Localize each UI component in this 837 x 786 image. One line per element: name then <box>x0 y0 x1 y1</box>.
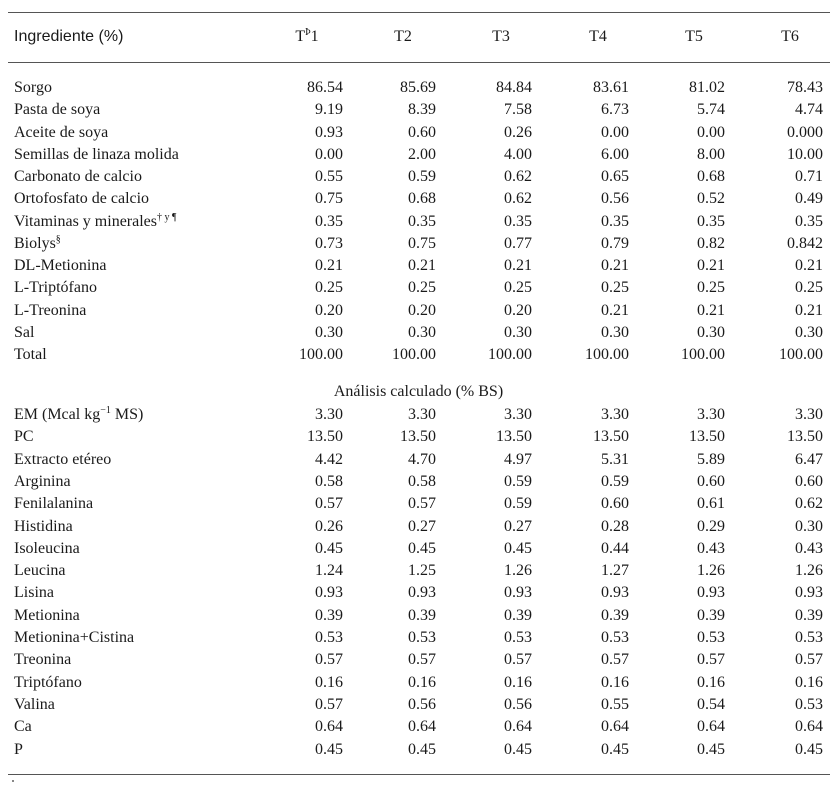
table-cell: 9.19 <box>315 101 343 119</box>
row-label <box>14 144 179 166</box>
table-cell: 4.97 <box>504 450 532 468</box>
table-cell: 0.30 <box>315 323 343 341</box>
table-cell: 0.57 <box>408 651 436 669</box>
table-cell: 0.25 <box>408 279 436 297</box>
row-label <box>14 449 111 471</box>
row-label-text: Arginina <box>14 472 71 490</box>
table-cell: 0.59 <box>408 168 436 185</box>
row-label-suffix: MS) <box>110 406 144 423</box>
table-cell: 0.93 <box>315 123 343 141</box>
table-cell: 0.57 <box>408 495 436 513</box>
table-row <box>0 300 837 322</box>
row-label <box>14 404 143 426</box>
table-cell: 0.20 <box>408 301 436 319</box>
table-row <box>0 255 837 277</box>
row-label-text: Sal <box>14 323 35 341</box>
table-cell: 4.42 <box>315 450 343 468</box>
treatment-label: T2 <box>394 28 412 45</box>
table-cell: 0.30 <box>795 517 823 535</box>
row-label <box>14 649 71 671</box>
row-label-text: Total <box>14 346 47 363</box>
row-label-text: Aceite de soya <box>14 123 109 141</box>
table-cell: 0.27 <box>408 517 436 535</box>
row-label <box>14 672 82 694</box>
table-cell: 0.20 <box>315 301 343 319</box>
table-cell: 0.39 <box>408 606 436 624</box>
table-cell: 0.53 <box>697 629 725 646</box>
table-cell: 0.61 <box>697 495 725 513</box>
row-label-text: Ortofosfato de calcio <box>14 190 150 208</box>
table-cell: 0.93 <box>504 584 532 602</box>
table-cell: 0.25 <box>795 279 823 297</box>
row-label-text: Metionina <box>14 606 80 624</box>
table-cell: 0.21 <box>601 257 629 274</box>
table-cell: 3.30 <box>795 406 823 423</box>
table-cell: 0.39 <box>315 606 343 624</box>
table-cell: 0.21 <box>504 257 532 274</box>
row-label-text: Sorgo <box>14 79 52 96</box>
table-cell: 0.59 <box>504 495 532 513</box>
table-cell: 1.26 <box>697 562 725 580</box>
table-cell: 0.57 <box>795 651 823 669</box>
table-cell: 0.000 <box>787 123 823 141</box>
table-row <box>0 77 837 99</box>
table-cell: 0.54 <box>697 695 725 713</box>
table-cell: 5.89 <box>697 450 725 468</box>
table-cell: 4.74 <box>795 101 823 119</box>
table-row <box>0 516 837 538</box>
table-cell: 0.53 <box>795 695 823 713</box>
table-cell: 86.54 <box>307 79 343 96</box>
row-label-text: Treonina <box>14 651 72 669</box>
table-cell: 78.43 <box>787 79 823 96</box>
row-label-text: Histidina <box>14 517 73 535</box>
treatment-label: T5 <box>685 28 703 45</box>
table-cell: 0.57 <box>504 651 532 669</box>
row-label <box>14 516 73 538</box>
column-header-ingredient: Ingrediente (%) <box>14 28 124 45</box>
table-cell: 0.39 <box>601 606 629 624</box>
table-cell: 13.50 <box>593 428 629 446</box>
table-cell: 0.59 <box>504 472 532 490</box>
row-label-text: L-Triptófano <box>14 279 97 297</box>
table-cell: 100.00 <box>488 346 532 363</box>
table-cell: 0.39 <box>795 606 823 624</box>
table-cell: 0.59 <box>601 472 629 490</box>
table-cell: 0.93 <box>315 584 343 602</box>
table-cell: 0.29 <box>697 517 725 535</box>
table-cell: 0.16 <box>315 673 343 691</box>
analysis-section-title: Análisis calculado (% BS) <box>333 383 504 400</box>
table-cell: 2.00 <box>408 145 436 163</box>
row-label <box>14 166 142 188</box>
row-label-superscript: −1 <box>100 405 111 416</box>
table-cell: 0.60 <box>408 123 436 141</box>
column-header-treatment <box>760 26 820 48</box>
table-cell: 0.21 <box>601 301 629 319</box>
row-label <box>14 471 71 493</box>
table-cell: 0.62 <box>504 190 532 208</box>
table-cell: 0.45 <box>601 740 629 758</box>
table-cell: 0.45 <box>315 740 343 758</box>
row-label-text: Triptófano <box>14 673 82 691</box>
header-rule <box>8 62 830 63</box>
table-header-row <box>0 26 837 48</box>
table-cell: 0.57 <box>315 495 343 513</box>
table-cell: 0.56 <box>504 695 532 713</box>
table-cell: 0.58 <box>408 472 436 490</box>
table-cell: 100.00 <box>779 346 823 363</box>
table-cell: 83.61 <box>593 79 629 96</box>
column-header-treatment <box>373 26 433 48</box>
row-label <box>14 344 47 366</box>
table-cell: 0.62 <box>795 495 823 513</box>
row-label-text: Isoleucina <box>14 539 80 557</box>
row-label-text: Lisina <box>14 584 54 602</box>
table-cell: 0.35 <box>795 212 823 230</box>
table-cell: 0.93 <box>601 584 629 602</box>
table-cell: 4.00 <box>504 145 532 163</box>
table-cell: 0.44 <box>601 539 629 557</box>
table-cell: 0.56 <box>408 695 436 713</box>
table-cell: 0.57 <box>315 651 343 669</box>
table-cell: 0.35 <box>315 212 343 230</box>
row-label-text: Leucina <box>14 562 66 580</box>
column-header-treatment <box>568 26 628 48</box>
table-row <box>0 322 837 344</box>
table-cell: 0.64 <box>697 718 725 736</box>
row-label-text: Valina <box>14 695 55 713</box>
table-row <box>0 471 837 493</box>
table-cell: 0.57 <box>697 651 725 669</box>
table-cell: 0.16 <box>601 673 629 691</box>
table-row <box>0 538 837 560</box>
treatment-label: T6 <box>781 28 799 45</box>
table-row <box>0 605 837 627</box>
table-cell: 3.30 <box>315 406 343 423</box>
table-cell: 0.35 <box>504 212 532 230</box>
table-bottom-rule <box>8 774 830 775</box>
table-cell: 0.16 <box>408 673 436 691</box>
table-cell: 0.64 <box>504 718 532 736</box>
table-cell: 8.00 <box>697 145 725 163</box>
row-label-text: DL-Metionina <box>14 257 107 274</box>
row-label-superscript: † y ¶ <box>157 211 177 223</box>
table-cell: 0.53 <box>408 629 436 646</box>
table-cell: 0.79 <box>601 234 629 252</box>
table-cell: 0.45 <box>795 740 823 758</box>
table-cell: 0.64 <box>315 718 343 736</box>
footnote-dot <box>12 780 14 782</box>
row-label <box>14 605 80 627</box>
table-cell: 0.62 <box>504 168 532 185</box>
table-row <box>0 627 837 649</box>
table-cell: 13.50 <box>689 428 725 446</box>
table-cell: 3.30 <box>504 406 532 423</box>
table-row <box>0 122 837 144</box>
table-cell: 0.25 <box>601 279 629 297</box>
table-cell: 0.30 <box>601 323 629 341</box>
treatment-label: T <box>295 28 306 45</box>
row-label-text: PC <box>14 428 34 446</box>
table-cell: 3.30 <box>697 406 725 423</box>
table-cell: 0.45 <box>504 539 532 557</box>
row-label <box>14 233 61 255</box>
table-cell: 0.25 <box>315 279 343 297</box>
row-label <box>14 277 97 299</box>
table-cell: 0.68 <box>697 168 725 185</box>
table-cell: 0.30 <box>795 323 823 341</box>
table-cell: 0.57 <box>601 651 629 669</box>
table-cell: 0.45 <box>315 539 343 557</box>
row-label <box>14 493 93 515</box>
table-row <box>0 716 837 738</box>
table-cell: 0.21 <box>408 257 436 274</box>
table-row <box>0 560 837 582</box>
table-cell: 0.75 <box>315 190 343 208</box>
table-cell: 4.70 <box>408 450 436 468</box>
table-cell: 0.25 <box>697 279 725 297</box>
table-cell: 13.50 <box>307 428 343 446</box>
row-label <box>14 739 23 761</box>
table-cell: 0.00 <box>315 145 343 163</box>
table-cell: 1.26 <box>795 562 823 580</box>
column-header-treatment <box>277 26 337 48</box>
table-row <box>0 99 837 121</box>
table-cell: 1.27 <box>601 562 629 580</box>
table-cell: 81.02 <box>689 79 725 96</box>
table-cell: 0.60 <box>795 472 823 490</box>
table-cell: 0.53 <box>315 629 343 646</box>
row-label <box>14 255 106 277</box>
table-cell: 84.84 <box>496 79 532 96</box>
row-label-text: Fenilalanina <box>14 495 94 513</box>
table-cell: 13.50 <box>400 428 436 446</box>
table-cell: 13.50 <box>496 428 532 446</box>
table-cell: 0.53 <box>504 629 532 646</box>
table-cell: 0.26 <box>504 123 532 141</box>
row-label <box>14 77 52 99</box>
table-cell: 1.25 <box>408 562 436 580</box>
table-row <box>0 582 837 604</box>
table-cell: 0.21 <box>795 301 823 319</box>
table-row <box>0 188 837 210</box>
table-cell: 0.16 <box>504 673 532 691</box>
row-label-text: EM (Mcal kg <box>14 406 101 423</box>
table-cell: 0.77 <box>504 234 532 252</box>
column-header-treatment <box>664 26 724 48</box>
row-label <box>14 582 54 604</box>
table-cell: 0.68 <box>408 190 436 208</box>
table-cell: 0.55 <box>315 168 343 185</box>
row-label-text: L-Treonina <box>14 301 87 319</box>
table-cell: 5.74 <box>697 101 725 119</box>
row-label <box>14 560 66 582</box>
row-label-text: Ca <box>14 718 32 736</box>
row-label <box>14 716 32 738</box>
treatment-superscript: Þ <box>305 27 311 38</box>
table-cell: 0.60 <box>601 495 629 513</box>
row-label <box>14 122 108 144</box>
table-row <box>0 211 837 233</box>
table-cell: 0.35 <box>408 212 436 230</box>
table-cell: 0.25 <box>504 279 532 297</box>
table-cell: 0.30 <box>504 323 532 341</box>
row-label <box>14 322 34 344</box>
table-cell: 1.26 <box>504 562 532 580</box>
table-cell: 100.00 <box>299 346 343 363</box>
table-cell: 0.30 <box>697 323 725 341</box>
table-cell: 0.64 <box>408 718 436 736</box>
table-cell: 0.71 <box>795 168 823 185</box>
table-cell: 0.16 <box>795 673 823 691</box>
table-cell: 0.45 <box>504 740 532 758</box>
table-cell: 3.30 <box>408 406 436 423</box>
table-cell: 0.28 <box>601 517 629 535</box>
row-label-text: Carbonato de calcio <box>14 168 142 185</box>
table-cell: 6.00 <box>601 145 629 163</box>
table-cell: 3.30 <box>601 406 629 423</box>
table-cell: 85.69 <box>400 79 436 96</box>
table-cell: 1.24 <box>315 562 343 580</box>
table-cell: 0.35 <box>697 212 725 230</box>
table-cell: 0.93 <box>408 584 436 602</box>
table-row <box>0 649 837 671</box>
row-label-superscript: § <box>55 233 61 245</box>
table-cell: 0.26 <box>315 517 343 535</box>
table-cell: 0.52 <box>697 190 725 208</box>
table-cell: 10.00 <box>787 145 823 163</box>
row-label <box>14 211 177 233</box>
table-cell: 0.21 <box>795 257 823 274</box>
row-label-text: Extracto etéreo <box>14 450 112 468</box>
table-row <box>0 277 837 299</box>
row-label <box>14 627 134 649</box>
table-cell: 0.43 <box>697 539 725 557</box>
table-cell: 100.00 <box>392 346 436 363</box>
row-label <box>14 426 34 448</box>
table-row <box>0 672 837 694</box>
table-cell: 0.65 <box>601 168 629 185</box>
table-cell: 0.30 <box>408 323 436 341</box>
table-cell: 0.93 <box>697 584 725 602</box>
table-cell: 0.73 <box>315 234 343 252</box>
table-cell: 0.21 <box>697 257 725 274</box>
table-row <box>0 694 837 716</box>
column-header-treatment <box>471 26 531 48</box>
table-cell: 0.82 <box>697 234 725 252</box>
row-label-text: Vitaminas y minerales <box>14 212 157 230</box>
table-cell: 0.53 <box>601 629 629 646</box>
table-cell: 6.47 <box>795 450 823 468</box>
table-cell: 100.00 <box>585 346 629 363</box>
table-row <box>0 404 837 426</box>
row-label <box>14 188 149 210</box>
row-label-text: P <box>14 740 23 758</box>
table-cell: 0.842 <box>787 234 823 252</box>
treatment-label: T3 <box>492 28 510 45</box>
row-label-text: Biolys <box>14 234 56 252</box>
table-row <box>0 344 837 366</box>
table-cell: 0.16 <box>697 673 725 691</box>
table-cell: 0.53 <box>795 629 823 646</box>
table-cell: 0.75 <box>408 234 436 252</box>
table-cell: 7.58 <box>504 101 532 119</box>
row-label-text: Metionina+Cistina <box>14 629 135 646</box>
table-cell: 0.39 <box>697 606 725 624</box>
table-cell: 0.45 <box>408 740 436 758</box>
table-row <box>0 449 837 471</box>
table-cell: 0.56 <box>601 190 629 208</box>
table-cell: 0.49 <box>795 190 823 208</box>
table-cell: 0.20 <box>504 301 532 319</box>
table-row <box>0 166 837 188</box>
table-row <box>0 233 837 255</box>
table-cell: 0.55 <box>601 695 629 713</box>
table-cell: 0.60 <box>697 472 725 490</box>
table-cell: 0.21 <box>315 257 343 274</box>
table-row <box>0 426 837 448</box>
table-row <box>0 739 837 761</box>
table-cell: 0.45 <box>697 740 725 758</box>
table-row <box>0 493 837 515</box>
row-label <box>14 99 100 121</box>
row-label-text: Semillas de linaza molida <box>14 145 179 163</box>
row-label <box>14 300 86 322</box>
row-label-text: Pasta de soya <box>14 101 101 119</box>
table-cell: 13.50 <box>787 428 823 446</box>
table-cell: 0.58 <box>315 472 343 490</box>
table-cell: 8.39 <box>408 101 436 119</box>
table-cell: 0.57 <box>315 695 343 713</box>
treatment-label-suffix: 1 <box>310 28 319 45</box>
table-cell: 0.27 <box>504 517 532 535</box>
row-label <box>14 694 55 716</box>
table-top-rule <box>8 12 830 13</box>
table-cell: 0.00 <box>601 123 629 141</box>
table-cell: 0.00 <box>697 123 725 141</box>
table-cell: 0.93 <box>795 584 823 602</box>
row-label <box>14 538 80 560</box>
table-cell: 0.64 <box>795 718 823 736</box>
table-cell: 100.00 <box>681 346 725 363</box>
table-cell: 0.39 <box>504 606 532 624</box>
table-cell: 0.64 <box>601 718 629 736</box>
table-cell: 0.43 <box>795 539 823 557</box>
treatment-label: T4 <box>589 28 607 45</box>
table-cell: 0.35 <box>601 212 629 230</box>
table-cell: 6.73 <box>601 101 629 119</box>
table-cell: 0.21 <box>697 301 725 319</box>
table-row <box>0 144 837 166</box>
table-cell: 0.45 <box>408 539 436 557</box>
table-cell: 5.31 <box>601 450 629 468</box>
